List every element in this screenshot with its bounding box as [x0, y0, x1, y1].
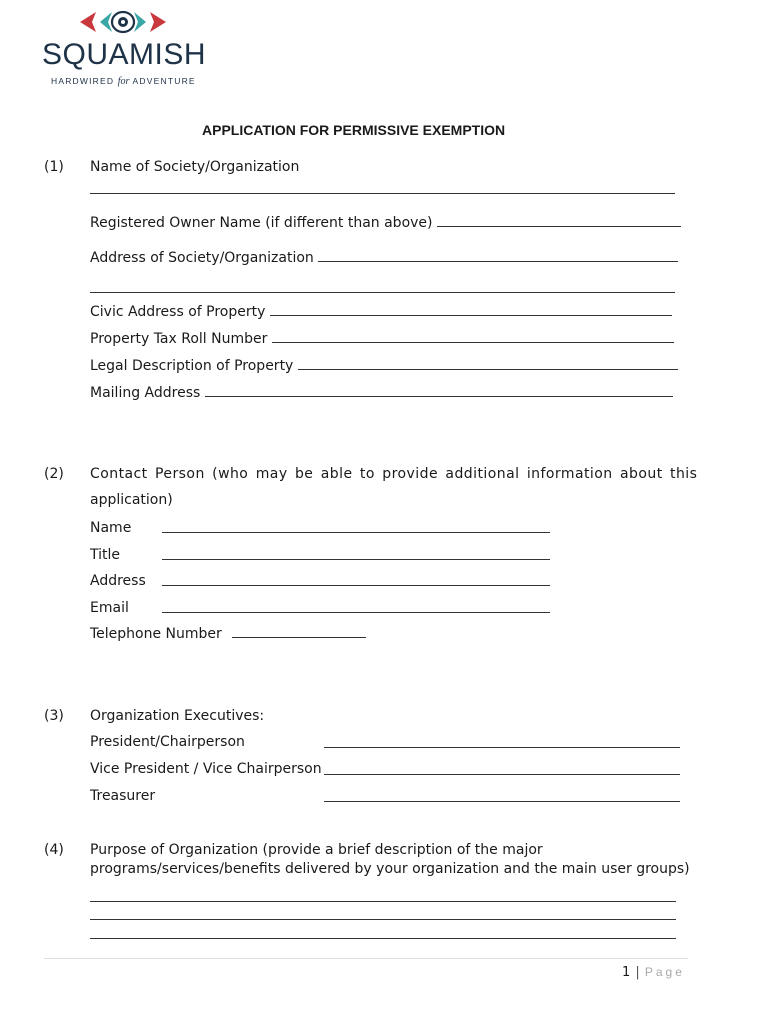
contact-title-label: Title — [90, 547, 121, 563]
logo-wordmark: SQUAMISH — [42, 38, 207, 71]
society-name-label: Name of Society/Organization — [90, 159, 300, 175]
section-3-number: (3) — [44, 708, 64, 724]
page-footer — [622, 961, 685, 980]
president-field[interactable] — [324, 747, 680, 748]
contact-name-field[interactable] — [162, 532, 550, 533]
civic-address-field[interactable] — [270, 303, 672, 316]
section-1-number: (1) — [44, 159, 64, 175]
page-number: 1 — [622, 965, 631, 980]
contact-phone-row — [90, 625, 366, 643]
society-address-field-line2[interactable] — [90, 292, 675, 293]
mailing-address-field[interactable] — [205, 384, 673, 397]
contact-phone-field[interactable] — [232, 625, 366, 638]
contact-email-field[interactable] — [162, 612, 550, 613]
section-4-number: (4) — [44, 842, 64, 858]
page-title: APPLICATION FOR PERMISSIVE EXEMPTION — [202, 122, 506, 138]
treasurer-label: Treasurer — [90, 788, 156, 804]
purpose-field-line3[interactable] — [90, 938, 676, 939]
legal-description-label: Legal Description of Property — [90, 358, 294, 374]
society-address-field[interactable] — [318, 249, 678, 262]
page-separator: | — [635, 965, 640, 980]
purpose-field-line2[interactable] — [90, 919, 676, 920]
legal-description-field[interactable] — [298, 357, 678, 370]
civic-address-row — [90, 303, 672, 321]
registered-owner-field[interactable] — [437, 214, 681, 227]
vice-president-label: Vice President / Vice Chairperson — [90, 761, 322, 777]
registered-owner-row — [90, 214, 681, 232]
contact-address-field[interactable] — [162, 585, 550, 586]
vice-president-field[interactable] — [324, 774, 680, 775]
contact-email-label: Email — [90, 600, 129, 616]
contact-phone-label: Telephone Number — [90, 626, 222, 642]
mailing-address-row — [90, 384, 673, 402]
registered-owner-label: Registered Owner Name (if different than above) — [90, 215, 433, 231]
section-2-number: (2) — [44, 466, 64, 482]
legal-description-row — [90, 357, 678, 375]
mailing-address-label: Mailing Address — [90, 385, 201, 401]
purpose-line1: Purpose of Organization (provide a brief description of the major — [90, 842, 543, 858]
contact-name-label: Name — [90, 520, 132, 536]
purpose-line2: programs/services/benefits delivered by your organization and the main user groups) — [90, 861, 690, 877]
tax-roll-field[interactable] — [272, 330, 674, 343]
logo-emblem-icon — [78, 8, 168, 36]
contact-address-label: Address — [90, 573, 146, 589]
tax-roll-label: Property Tax Roll Number — [90, 331, 268, 347]
page-word: Page — [644, 965, 685, 979]
treasurer-field[interactable] — [324, 801, 680, 802]
contact-intro-line2: application) — [90, 492, 173, 508]
contact-intro-line1: Contact Person (who may be able to provide additional information about this — [90, 466, 698, 482]
society-name-field[interactable] — [90, 193, 675, 194]
society-address-row — [90, 249, 678, 267]
purpose-field-line1[interactable] — [90, 901, 676, 902]
tax-roll-row — [90, 330, 674, 348]
society-address-label: Address of Society/Organization — [90, 250, 314, 266]
executives-heading: Organization Executives: — [90, 708, 265, 724]
logo — [42, 8, 212, 92]
civic-address-label: Civic Address of Property — [90, 304, 266, 320]
contact-title-field[interactable] — [162, 559, 550, 560]
logo-tagline: HARDWIRED for ADVENTURE — [51, 76, 196, 87]
president-label: President/Chairperson — [90, 734, 245, 750]
footer-divider — [44, 958, 688, 959]
